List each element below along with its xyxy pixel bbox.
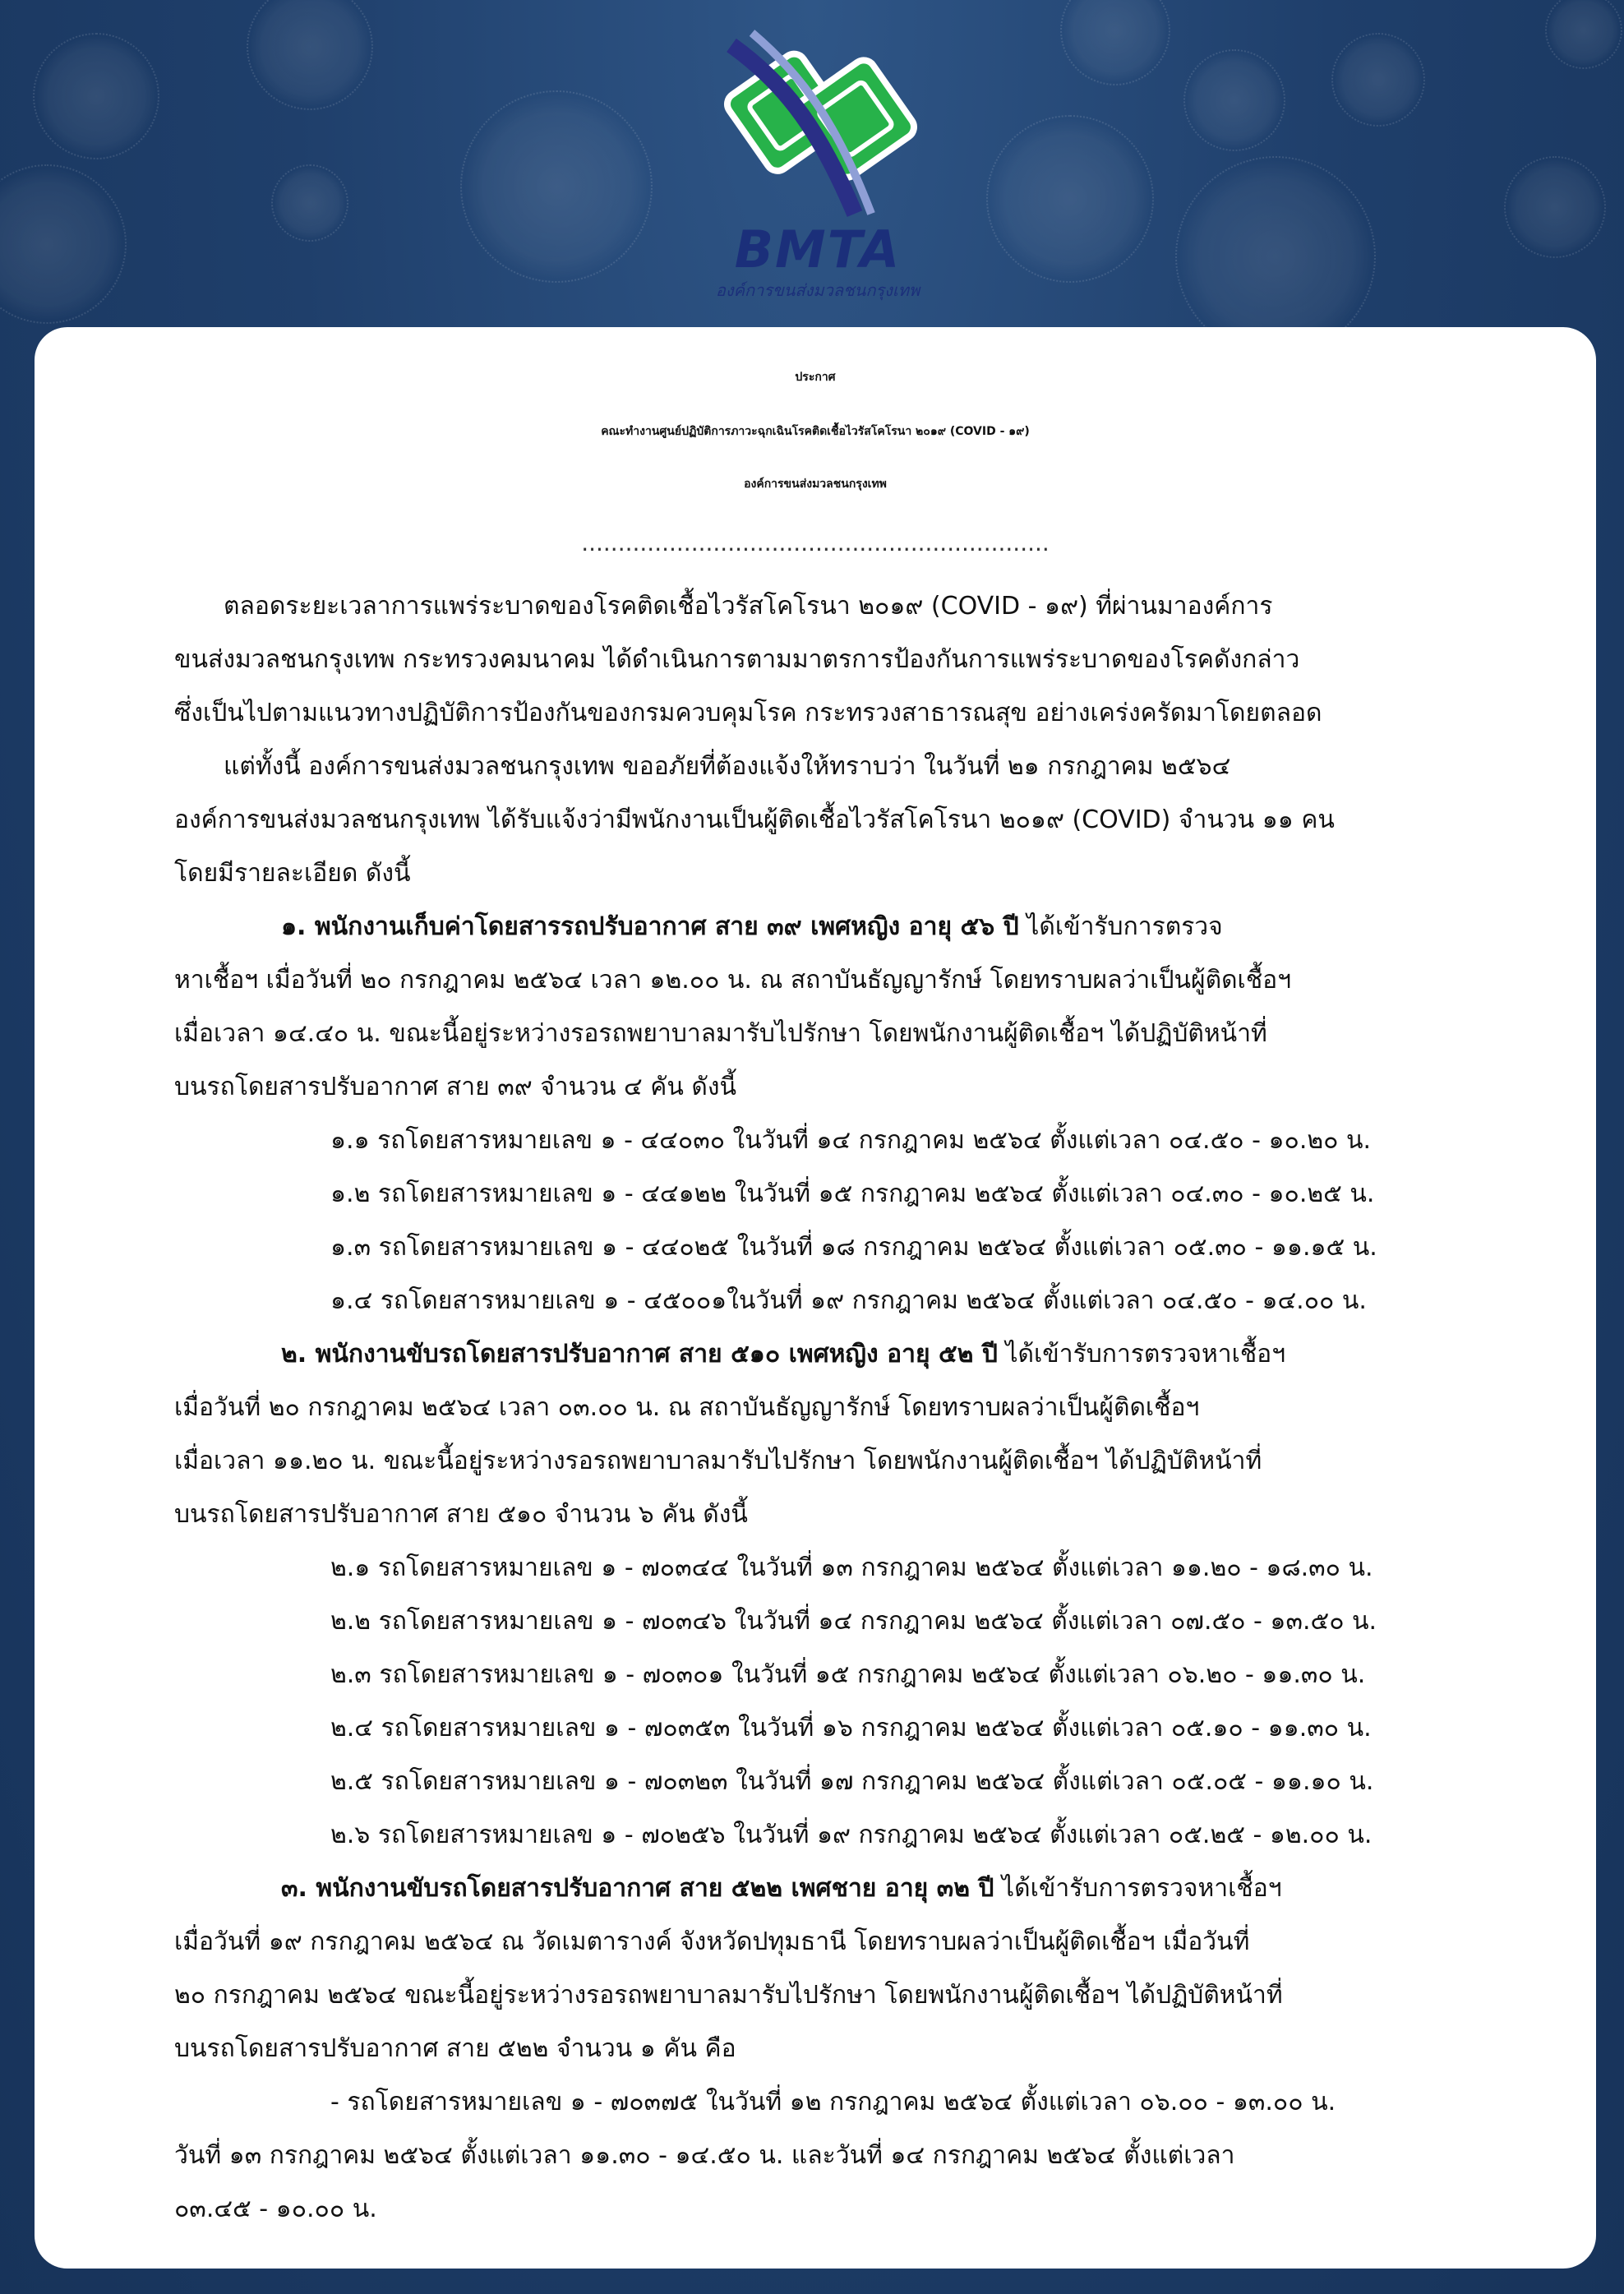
case-2-bus-item: ๒.๑ รถโดยสารหมายเลข ๑ - ๗๐๓๔๔ ในวันที่ ๑๓ กรกฎาคม ๒๕๖๔ ตั้งแต่เวลา ๑๑.๒๐ - ๑๘.๓๐ น. (330, 1553, 1373, 1582)
case-3-line: บนรถโดยสารปรับอากาศ สาย ๕๒๒ จำนวน ๑ คัน คือ (174, 2034, 736, 2063)
virus-decoration (986, 115, 1154, 283)
case-1-line: เมื่อเวลา ๑๔.๔๐ น. ขณะนี้อยู่ระหว่างรอรถพยาบาลมารับไปรักษา โดยพนักงานผู้ติดเชื้อฯ ได้ปฏิบัติหน้าที่ (174, 1019, 1267, 1048)
bmta-logo-mark (699, 12, 937, 218)
intro-line: แต่ทั้งนี้ องค์การขนส่งมวลชนกรุงเทพ ขออภัยที่ต้องแจ้งให้ทราบว่า ในวันที่ ๒๑ กรกฎาคม ๒๕๖๔ (224, 752, 1231, 781)
case-1-line: หาเชื้อฯ เมื่อวันที่ ๒๐ กรกฎาคม ๒๕๖๔ เวลา ๑๒.๐๐ น. ณ สถาบันธัญญารักษ์ โดยทราบผลว่าเป็นผู้ติดเชื้อฯ (174, 966, 1292, 995)
committee-title: คณะทำงานศูนย์ปฏิบัติการภาวะฉุกเฉินโรคติดเชื้อไวรัสโคโรนา ๒๐๑๙ (COVID - ๑๙) (601, 425, 1030, 438)
bmta-logo (699, 12, 937, 300)
case-1-bus-item: ๑.๒ รถโดยสารหมายเลข ๑ - ๔๔๑๒๒ ในวันที่ ๑๕ กรกฎาคม ๒๕๖๔ ตั้งแต่เวลา ๐๔.๓๐ - ๑๐.๒๕ น. (330, 1179, 1375, 1208)
case-2-bus-item: ๒.๔ รถโดยสารหมายเลข ๑ - ๗๐๓๕๓ ในวันที่ ๑๖ กรกฎาคม ๒๕๖๔ ตั้งแต่เวลา ๐๕.๑๐ - ๑๑.๓๐ น. (330, 1714, 1372, 1742)
case-2-bus-item: ๒.๕ รถโดยสารหมายเลข ๑ - ๗๐๓๒๓ ในวันที่ ๑๗ กรกฎาคม ๒๕๖๔ ตั้งแต่เวลา ๐๕.๐๕ - ๑๑.๑๐ น. (330, 1767, 1374, 1796)
case-2-heading-rest: ได้เข้ารับการตรวจหาเชื้อฯ (997, 1340, 1286, 1369)
announcement-heading: ประกาศ (795, 371, 836, 384)
case-3-bus-line: วันที่ ๑๓ กรกฎาคม ๒๕๖๔ ตั้งแต่เวลา ๑๑.๓๐ - ๑๔.๕๐ น. และวันที่ ๑๔ กรกฎาคม ๒๕๖๔ ตั้งแต่เวลา (174, 2141, 1235, 2170)
case-3-heading-bold: ๓. พนักงานขับรถโดยสารปรับอากาศ สาย ๕๒๒ เพศชาย อายุ ๓๒ ปี (281, 1874, 994, 1903)
case-2-bus-item: ๒.๓ รถโดยสารหมายเลข ๑ - ๗๐๓๐๑ ในวันที่ ๑๕ กรกฎาคม ๒๕๖๔ ตั้งแต่เวลา ๐๖.๒๐ - ๑๑.๓๐ น. (330, 1660, 1366, 1689)
case-1-bus-item: ๑.๔ รถโดยสารหมายเลข ๑ - ๔๕๐๐๑ในวันที่ ๑๙ กรกฎาคม ๒๕๖๔ ตั้งแต่เวลา ๐๔.๕๐ - ๑๔.๐๐ น. (330, 1286, 1367, 1315)
virus-decoration (33, 33, 159, 159)
case-1-bus-item: ๑.๑ รถโดยสารหมายเลข ๑ - ๔๔๐๓๐ ในวันที่ ๑๔ กรกฎาคม ๒๕๖๔ ตั้งแต่เวลา ๐๔.๕๐ - ๑๐.๒๐ น. (330, 1126, 1372, 1155)
virus-decoration (0, 164, 127, 324)
virus-decoration (1060, 0, 1170, 85)
intro-line: ซึ่งเป็นไปตามแนวทางปฏิบัติการป้องกันของกรมควบคุมโรค กระทรวงสาธารณสุข อย่างเคร่งครัดมาโดยตลอด (174, 699, 1322, 727)
case-2-heading (281, 1338, 1285, 1371)
case-1-line: บนรถโดยสารปรับอากาศ สาย ๓๙ จำนวน ๔ คัน ดังนี้ (174, 1073, 737, 1101)
case-3-bus-line: ๐๓.๔๕ - ๑๐.๐๐ น. (174, 2195, 377, 2223)
case-1-bus-item: ๑.๓ รถโดยสารหมายเลข ๑ - ๔๔๐๒๕ ในวันที่ ๑๘ กรกฎาคม ๒๕๖๔ ตั้งแต่เวลา ๐๕.๓๐ - ๑๑.๑๕ น. (330, 1233, 1377, 1262)
case-3-line: เมื่อวันที่ ๑๙ กรกฎาคม ๒๕๖๔ ณ วัดเมตารางค์ จังหวัดปทุมธานี โดยทราบผลว่าเป็นผู้ติดเชื้อฯ เมื่อวันที่ (174, 1927, 1250, 1956)
virus-decoration (1504, 156, 1606, 258)
announcement-card (35, 327, 1596, 2269)
virus-decoration (271, 164, 348, 242)
organization-name: องค์การขนส่งมวลชนกรุงเทพ (744, 478, 887, 491)
intro-line: ขนส่งมวลชนกรุงเทพ กระทรวงคมนาคม ได้ดำเนินการตามมาตรการป้องกันการแพร่ระบาดของโรคดังกล่าว (174, 645, 1300, 674)
case-2-heading-bold: ๒. พนักงานขับรถโดยสารปรับอากาศ สาย ๕๑๐ เพศหญิง อายุ ๕๒ ปี (281, 1340, 998, 1369)
virus-decoration (247, 0, 373, 110)
case-3-heading (281, 1872, 1282, 1905)
intro-line: ตลอดระยะเวลาการแพร่ระบาดของโรคติดเชื้อไวรัสโคโรนา ๒๐๑๙ (COVID - ๑๙) ที่ผ่านมาองค์การ (224, 592, 1273, 621)
bmta-logo-subtitle: องค์การขนส่งมวลชนกรุงเทพ (715, 280, 920, 300)
heading-separator: ................................................................ (581, 529, 1050, 556)
case-2-line: บนรถโดยสารปรับอากาศ สาย ๕๑๐ จำนวน ๖ คัน ดังนี้ (174, 1500, 748, 1529)
bmta-logo-name: BMTA (734, 219, 902, 279)
case-3-line: ๒๐ กรกฎาคม ๒๕๖๔ ขณะนี้อยู่ระหว่างรอรถพยาบาลมารับไปรักษา โดยพนักงานผู้ติดเชื้อฯ ได้ปฏิบัติหน้าที่ (174, 1981, 1283, 2010)
case-2-bus-item: ๒.๖ รถโดยสารหมายเลข ๑ - ๗๐๒๕๖ ในวันที่ ๑๙ กรกฎาคม ๒๕๖๔ ตั้งแต่เวลา ๐๕.๒๕ - ๑๒.๐๐ น. (330, 1821, 1373, 1849)
case-1-heading (281, 911, 1223, 944)
virus-decoration (1331, 33, 1425, 127)
case-1-heading-bold: ๑. พนักงานเก็บค่าโดยสารรถปรับอากาศ สาย ๓๙ เพศหญิง อายุ ๕๖ ปี (281, 912, 1019, 941)
intro-line: องค์การขนส่งมวลชนกรุงเทพ ได้รับแจ้งว่ามีพนักงานเป็นผู้ติดเชื้อไวรัสโคโรนา ๒๐๑๙ (COVID) จำนวน ๑๑ คน (174, 805, 1335, 834)
case-2-line: เมื่อเวลา ๑๑.๒๐ น. ขณะนี้อยู่ระหว่างรอรถพยาบาลมารับไปรักษา โดยพนักงานผู้ติดเชื้อฯ ได้ปฏิบัติหน้าที่ (174, 1447, 1262, 1475)
case-2-line: เมื่อวันที่ ๒๐ กรกฎาคม ๒๕๖๔ เวลา ๐๓.๐๐ น. ณ สถาบันธัญญารักษ์ โดยทราบผลว่าเป็นผู้ติดเชื้อฯ (174, 1393, 1200, 1422)
case-2-bus-item: ๒.๒ รถโดยสารหมายเลข ๑ - ๗๐๓๔๖ ในวันที่ ๑๔ กรกฎาคม ๒๕๖๔ ตั้งแต่เวลา ๐๗.๕๐ - ๑๓.๕๐ น. (330, 1607, 1377, 1636)
virus-decoration (1545, 0, 1622, 69)
case-3-bus-line: - รถโดยสารหมายเลข ๑ - ๗๐๓๗๕ ในวันที่ ๑๒ กรกฎาคม ๒๕๖๔ ตั้งแต่เวลา ๐๖.๐๐ - ๑๓.๐๐ น. (330, 2088, 1336, 2116)
virus-decoration (1183, 49, 1285, 151)
case-1-heading-rest: ได้เข้ารับการตรวจ (1018, 912, 1223, 941)
virus-decoration (460, 90, 653, 283)
intro-line: โดยมีรายละเอียด ดังนี้ (174, 859, 411, 888)
case-3-heading-rest: ได้เข้ารับการตรวจหาเชื้อฯ (994, 1874, 1282, 1903)
